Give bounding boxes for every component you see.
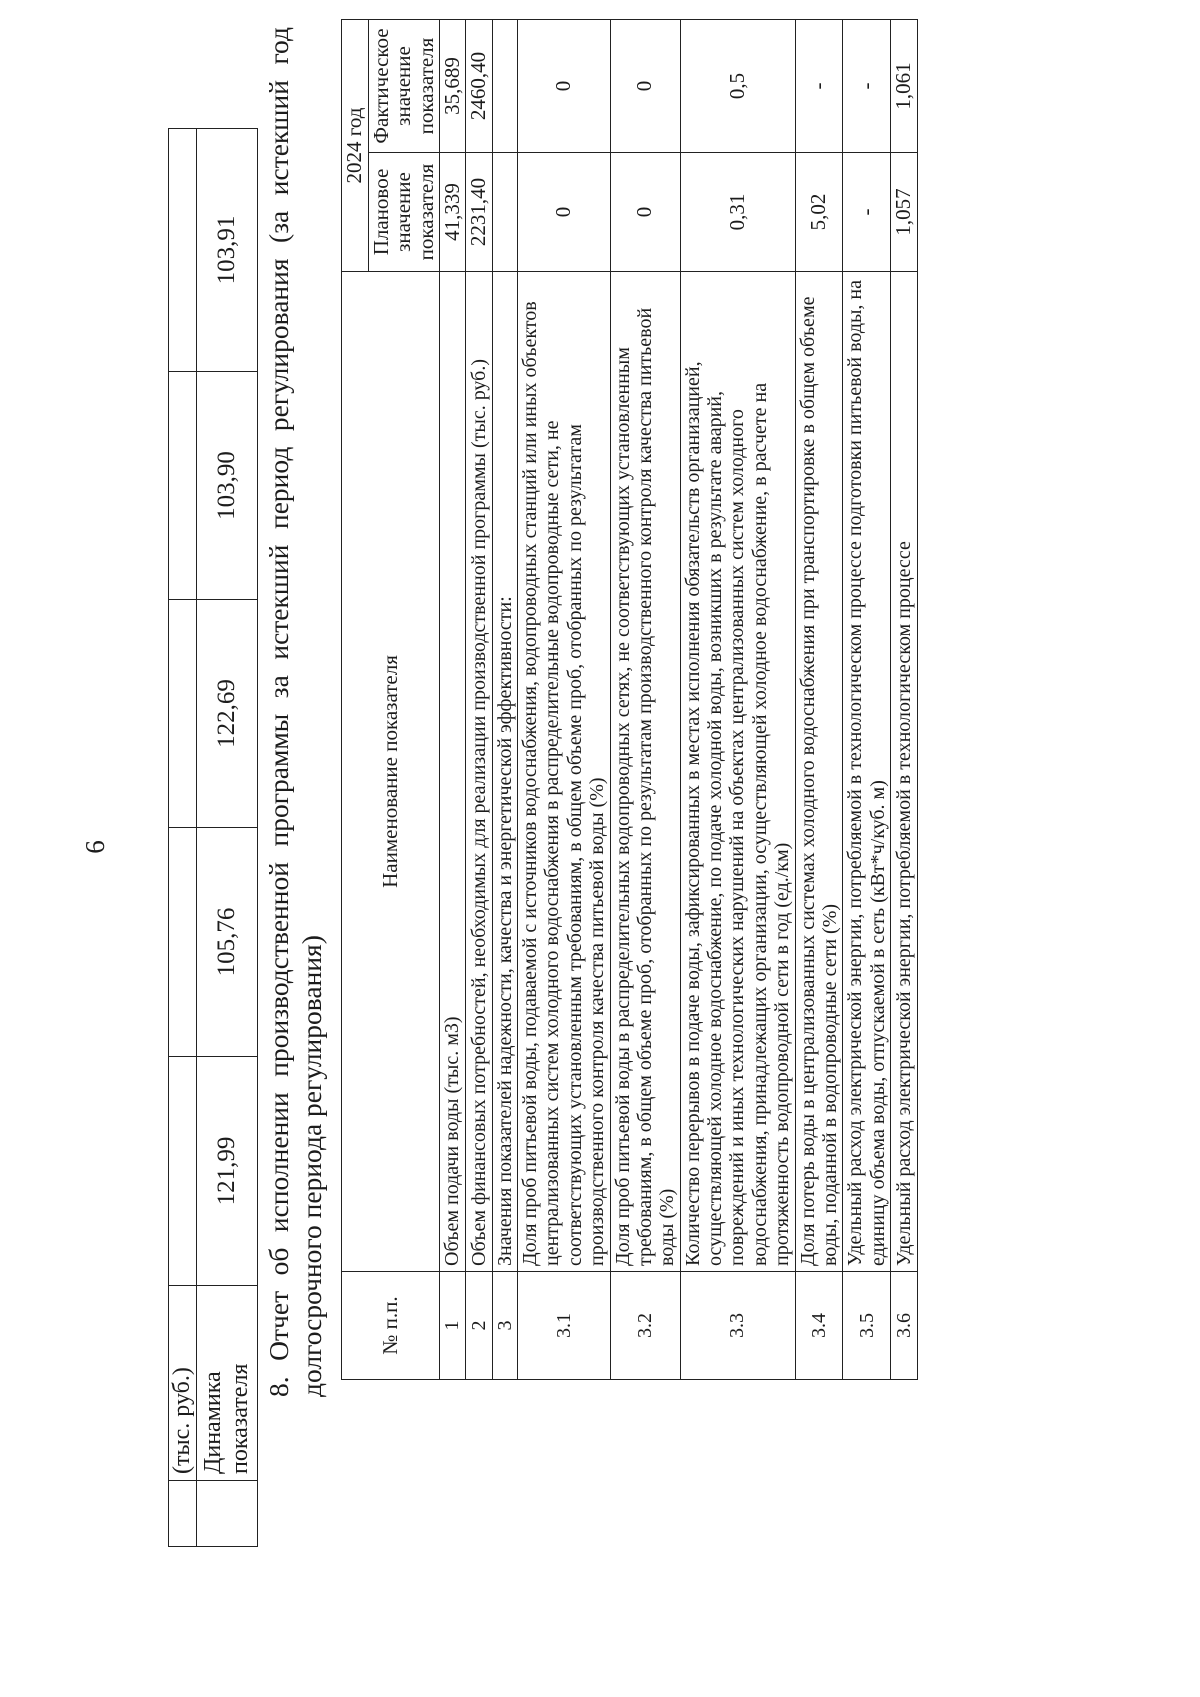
row-num: 3.1 — [517, 1272, 610, 1380]
row-actual — [492, 19, 517, 152]
table-cell — [169, 1057, 197, 1286]
table-cell — [169, 1481, 197, 1547]
row-actual: 0 — [517, 19, 610, 152]
dynamics-table — [168, 128, 258, 1547]
row-num: 3.3 — [680, 1272, 795, 1380]
row-num: 3 — [492, 1272, 517, 1380]
table-row — [492, 19, 517, 1379]
table-header-row — [342, 19, 369, 1379]
table-row — [517, 19, 610, 1379]
table-row — [466, 19, 493, 1379]
dynamics-value: 103,90 — [196, 372, 257, 600]
row-num: 1 — [439, 1272, 466, 1380]
row-actual: 2460,40 — [466, 19, 493, 152]
row-actual: 0,5 — [680, 19, 795, 152]
row-planned: - — [843, 153, 891, 272]
row-num: 3.6 — [891, 1272, 918, 1380]
table-cell — [169, 828, 197, 1057]
row-planned — [492, 153, 517, 272]
header-actual: Фактическое значение показателя — [368, 19, 439, 152]
row-planned: 41,339 — [439, 153, 466, 272]
row-num: 3.4 — [795, 1272, 843, 1380]
table-cell — [169, 372, 197, 600]
page-number: 6 — [80, 840, 110, 854]
table-row — [196, 129, 257, 1547]
row-actual: 1,061 — [891, 19, 918, 152]
row-name: Доля проб питьевой воды, подаваемой с источников водоснабжения, водопроводных станций или иных объектов централизованных систем холодного водоснабжения в распределительные водопроводные сети, не соответствующих установленным требованиям, в общем объеме проб, отобранных по результатам производственного контроля качества питьевой воды (%) — [517, 272, 610, 1272]
row-planned: 0 — [517, 153, 610, 272]
header-planned: Плановое значение показателя — [368, 153, 439, 272]
table-cell — [169, 600, 197, 828]
dynamics-value: 122,69 — [196, 600, 257, 828]
table-row — [610, 19, 680, 1379]
row-name: Удельный расход электрической энергии, потребляемой в технологическом процессе — [891, 272, 918, 1272]
report-table — [341, 19, 918, 1380]
row-name: Удельный расход электрической энергии, потребляемой в технологическом процессе подготовки питьевой воды, на единицу объема воды, отпускаемой в сеть (кВт*ч/куб. м) — [843, 272, 891, 1272]
row-name: Объем финансовых потребностей, необходимых для реализации производственной программы (тыс. руб.) — [466, 272, 493, 1272]
row-num: 2 — [466, 1272, 493, 1380]
dynamics-value: 105,76 — [196, 828, 257, 1057]
row-planned: 0,31 — [680, 153, 795, 272]
table-row — [439, 19, 466, 1379]
row-name: Объем подачи воды (тыс. м3) — [439, 272, 466, 1272]
row-num: 3.5 — [843, 1272, 891, 1380]
header-year: 2024 год — [342, 19, 369, 271]
row-actual: - — [843, 19, 891, 152]
row-num: 3.2 — [610, 1272, 680, 1380]
row-name: Доля потерь воды в централизованных системах холодного водоснабжения при транспортировке в общем объеме воды, поданной в водопроводные сети (%) — [795, 272, 843, 1272]
row-actual: 0 — [610, 19, 680, 152]
table-row — [680, 19, 795, 1379]
dynamics-label: Динамика показателя — [196, 1286, 257, 1481]
row-name: Доля проб питьевой воды в распределительных водопроводных сетях, не соответствующих установленным требованиям, в общем объеме проб, отобранных по результатам производственного контроля качества питьевой воды (%) — [610, 272, 680, 1272]
row-planned: 0 — [610, 153, 680, 272]
row-actual: 35,689 — [439, 19, 466, 152]
table-row — [891, 19, 918, 1379]
dynamics-value: 103,91 — [196, 129, 257, 372]
header-name: Наименование показателя — [342, 272, 440, 1272]
table-row — [169, 129, 197, 1547]
table-cell — [169, 129, 197, 372]
table-row — [843, 19, 891, 1379]
row-planned: 5,02 — [795, 153, 843, 272]
table-row — [795, 19, 843, 1379]
table-cell — [196, 1481, 257, 1547]
row-name: Количество перерывов в подаче воды, зафиксированных в местах исполнения обязательств организацией, осуществляющей холодное водоснабжение, по подаче холодной воды, возникших в результате аварий, повреждений и иных технологических нарушений на объектах централизованных систем холодного водоснабжения, принадлежащих организации, осуществляющей холодное водоснабжение, в расчете на протяженность водопроводной сети в год (ед./км) — [680, 272, 795, 1272]
row-planned: 1,057 — [891, 153, 918, 272]
dynamics-value: 121,99 — [196, 1057, 257, 1286]
section-heading: 8. Отчет об исполнении производственной программы за истекший период регулирования (за истекший год долгосрочного периода регулирования) — [263, 27, 327, 1397]
header-num: № п.п. — [342, 1272, 440, 1380]
row-planned: 2231,40 — [466, 153, 493, 272]
row-actual: - — [795, 19, 843, 152]
unit-label: (тыс. руб.) — [169, 1286, 197, 1481]
row-name: Значения показателей надежности, качества и энергетической эффективности: — [492, 272, 517, 1272]
